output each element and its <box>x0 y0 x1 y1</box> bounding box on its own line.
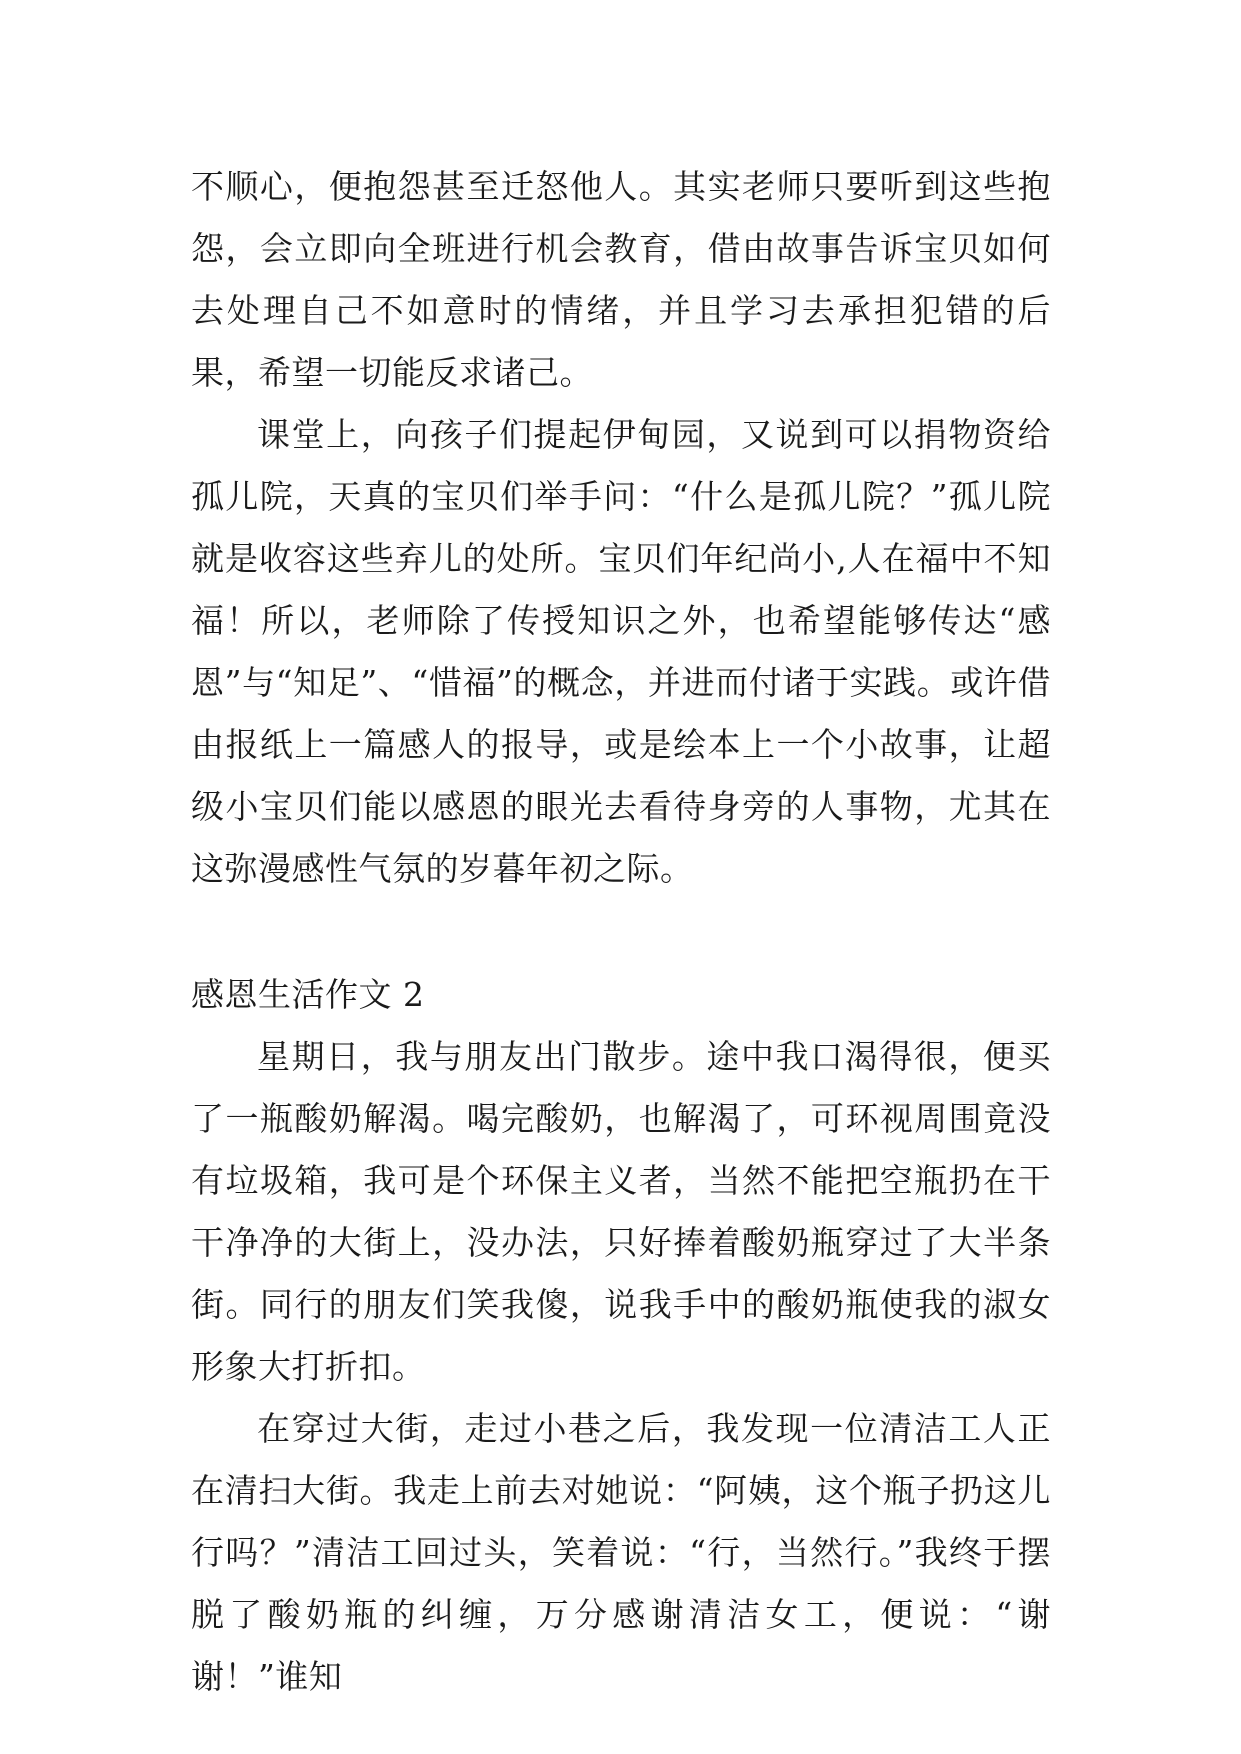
paragraph-cleaner: 在穿过大街，走过小巷之后，我发现一位清洁工人正在清扫大街。我走上前去对她说：“阿姨，这个瓶子扔这儿行吗？”清洁工回过头，笑着说：“行，当然行。”我终于摆脱了酸奶瓶的纠缠，万分感谢清洁女工，便说：“谢谢！”谁知 <box>191 1409 1051 1696</box>
paragraph-complaints: 不顺心，便抱怨甚至迁怒他人。其实老师只要听到这些抱怨，会立即向全班进行机会教育，借由故事告诉宝贝如何去处理自己不如意时的情绪，并且学习去承担犯错的后果，希望一切能反求诸己。 <box>191 167 1051 392</box>
section-title: 感恩生活作文 2 <box>191 975 425 1014</box>
paragraph-sunday-walk: 星期日，我与朋友出门散步。途中我口渴得很，便买了一瓶酸奶解渴。喝完酸奶，也解渴了，可环视周围竟没有垃圾箱，我可是个环保主义者，当然不能把空瓶扔在干干净净的大街上，没办法，只好捧着酸奶瓶穿过了大半条街。同行的朋友们笑我傻，说我手中的酸奶瓶使我的淑女形象大打折扣。 <box>191 1037 1051 1386</box>
paragraph-orphanage: 课堂上，向孩子们提起伊甸园，又说到可以捐物资给孤儿院，天真的宝贝们举手问：“什么是孤儿院？”孤儿院就是收容这些弃儿的处所。宝贝们年纪尚小,人在福中不知福！所以，老师除了传授知识之外，也希望能够传达“感恩”与“知足”、“惜福”的概念，并进而付诸于实践。或许借由报纸上一篇感人的报导，或是绘本上一个小故事，让超级小宝贝们能以感恩的眼光去看待身旁的人事物，尤其在这弥漫感性气氛的岁暮年初之际。 <box>191 415 1051 888</box>
document-body <box>191 156 1051 1708</box>
